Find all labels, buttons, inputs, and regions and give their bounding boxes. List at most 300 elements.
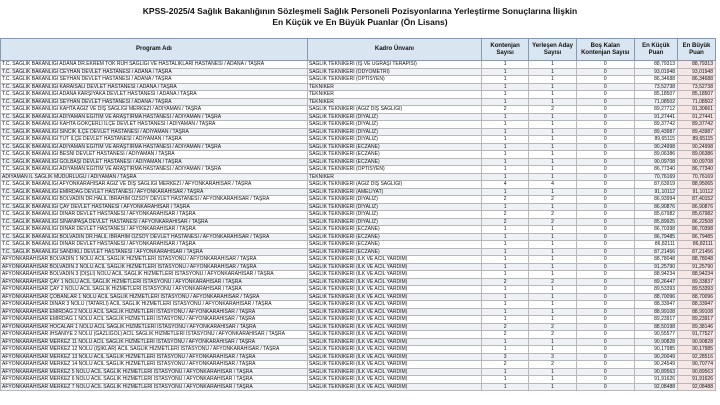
cell-unvan: SAĞLIK TEKNİKERİ (İLK VE ACİL YARDIM) bbox=[307, 301, 481, 309]
cell-yerlesen: 1 bbox=[529, 286, 576, 294]
cell-max: 89,23917 bbox=[678, 316, 716, 324]
cell-min: 88,99108 bbox=[634, 308, 677, 316]
cell-bos: 0 bbox=[576, 278, 634, 286]
table-row bbox=[1, 128, 716, 136]
table-row bbox=[1, 263, 716, 271]
cell-bos: 0 bbox=[576, 61, 634, 69]
cell-min: 89,65115 bbox=[634, 136, 677, 144]
cell-program: T.C. SAĞLIK BAKANLIĞI KARAİSALI DEVLET HASTANESİ / ADANA / TAŞRA bbox=[1, 83, 308, 91]
cell-kontenjan: 2 bbox=[481, 323, 528, 331]
table-body bbox=[1, 61, 716, 391]
cell-bos: 0 bbox=[576, 128, 634, 136]
cell-program: T.C. SAĞLIK BAKANLIĞI ADIYAMAN EĞİTİM VE ARAŞTIRMA HASTANESİ / ADIYAMAN / TAŞRA bbox=[1, 143, 308, 151]
cell-program: T.C. SAĞLIK BAKANLIĞI SEYHAN DEVLET HASTANESİ / ADANA / TAŞRA bbox=[1, 98, 308, 106]
cell-program: AFYONKARAHİSAR ÇAY 2 NOLU ACİL SAĞLIK HİZMETLERİ İSTASYONU / AFYONKARAHİSAR / TAŞRA bbox=[1, 286, 308, 294]
cell-yerlesen: 2 bbox=[529, 211, 576, 219]
header-min: En Küçük Puan bbox=[634, 39, 677, 61]
table-row bbox=[1, 91, 716, 99]
cell-bos: 0 bbox=[576, 256, 634, 264]
cell-bos: 0 bbox=[576, 83, 634, 91]
table-row bbox=[1, 173, 716, 181]
cell-unvan: SAĞLIK TEKNİKERİ (İLK VE ACİL YARDIM) bbox=[307, 308, 481, 316]
cell-max: 91,77527 bbox=[678, 331, 716, 339]
cell-yerlesen: 2 bbox=[529, 106, 576, 114]
cell-yerlesen: 2 bbox=[529, 361, 576, 369]
cell-yerlesen: 1 bbox=[529, 301, 576, 309]
cell-program: T.C. SAĞLIK BAKANLIĞI GÖLBAŞI DEVLET HASTANESİ / ADIYAMAN / TAŞRA bbox=[1, 158, 308, 166]
cell-max: 87,21456 bbox=[678, 248, 716, 256]
cell-bos: 0 bbox=[576, 323, 634, 331]
cell-max: 91,27441 bbox=[678, 113, 716, 121]
cell-unvan: SAĞLIK TEKNİKERİ (ECZANE) bbox=[307, 233, 481, 241]
cell-unvan: SAĞLIK TEKNİKERİ (İLK VE ACİL YARDIM) bbox=[307, 256, 481, 264]
cell-program: T.C. SAĞLIK BAKANLIĞI ÇAY DEVLET HASTANESİ / AFYONKARAHİSAR / TAŞRA bbox=[1, 203, 308, 211]
cell-kontenjan: 1 bbox=[481, 76, 528, 84]
cell-min: 86,90876 bbox=[634, 203, 677, 211]
table-row bbox=[1, 278, 716, 286]
cell-yerlesen: 4 bbox=[529, 181, 576, 189]
cell-max: 89,33837 bbox=[678, 278, 716, 286]
cell-bos: 0 bbox=[576, 143, 634, 151]
cell-kontenjan: 1 bbox=[481, 308, 528, 316]
cell-program: T.C. SAĞLIK BAKANLIĞI ADIYAMAN EĞİTİM VE ARAŞTIRMA HASTANESİ / ADIYAMAN / TAŞRA bbox=[1, 166, 308, 174]
cell-program: T.C. SAĞLIK BAKANLIĞI ADANA DR.EKREM TOK RUH SAĞLIĞI VE HASTALIKLARI HASTANESİ / ADANA / TAŞRA bbox=[1, 61, 308, 69]
cell-unvan: SAĞLIK TEKNİKERİ (İLK VE ACİL YARDIM) bbox=[307, 286, 481, 294]
cell-yerlesen: 1 bbox=[529, 256, 576, 264]
cell-yerlesen: 1 bbox=[529, 173, 576, 181]
cell-unvan: SAĞLIK TEKNİKERİ (İLK VE ACİL YARDIM) bbox=[307, 353, 481, 361]
cell-yerlesen: 1 bbox=[529, 166, 576, 174]
cell-min: 73,52738 bbox=[634, 83, 677, 91]
cell-bos: 0 bbox=[576, 331, 634, 339]
cell-program: T.C. SAĞLIK BAKANLIĞI DİNAR DEVLET HASTANESİ / AFYONKARAHİSAR / TAŞRA bbox=[1, 241, 308, 249]
document-title bbox=[0, 6, 720, 27]
cell-min: 86,70398 bbox=[634, 226, 677, 234]
cell-max: 88,33947 bbox=[678, 301, 716, 309]
cell-program: AFYONKARAHİSAR MERKEZ 6 NOLU ACİL SAĞLIK HİZMETLERİ İSTASYONU / AFYONKARAHİSAR / TAŞRA bbox=[1, 376, 308, 384]
cell-bos: 0 bbox=[576, 203, 634, 211]
cell-unvan: SAĞLIK TEKNİKERİ (İLK VE ACİL YARDIM) bbox=[307, 368, 481, 376]
cell-unvan: SAĞLIK TEKNİKERİ (İLK VE ACİL YARDIM) bbox=[307, 271, 481, 279]
cell-min: 93,01948 bbox=[634, 68, 677, 76]
cell-yerlesen: 1 bbox=[529, 68, 576, 76]
cell-unvan: SAĞLIK TEKNİKERİ (ECZANE) bbox=[307, 248, 481, 256]
cell-yerlesen: 1 bbox=[529, 128, 576, 136]
table-row bbox=[1, 218, 716, 226]
cell-max: 92,28516 bbox=[678, 353, 716, 361]
cell-bos: 0 bbox=[576, 353, 634, 361]
cell-program: AFYONKARAHİSAR MERKEZ 14 NOLU ACİL SAĞLIK HİZMETLERİ İSTASYONU / AFYONKARAHİSAR / TAŞRA bbox=[1, 361, 308, 369]
cell-kontenjan: 1 bbox=[481, 113, 528, 121]
table-row bbox=[1, 383, 716, 391]
cell-kontenjan: 1 bbox=[481, 301, 528, 309]
cell-max: 88,78048 bbox=[678, 256, 716, 264]
cell-min: 89,06386 bbox=[634, 151, 677, 159]
table-row bbox=[1, 286, 716, 294]
cell-yerlesen: 1 bbox=[529, 346, 576, 354]
cell-program: AFYONKARAHİSAR MERKEZ 12 NOLU (IŞIKLAR) ACİL SAĞLIK HİZMETLERİ İSTASYONU / AFYONKARAHİSAR / TAŞRA bbox=[1, 346, 308, 354]
cell-program: AFYONKARAHİSAR BOLVADİN 2 NOLU ACİL SAĞLIK HİZMETLERİ İSTASYONU / AFYONKARAHİSAR / TAŞRA bbox=[1, 263, 308, 271]
cell-max: 88,95065 bbox=[678, 181, 716, 189]
header-yerlesen: Yerleşen Aday Sayısı bbox=[529, 39, 576, 61]
cell-unvan: SAĞLIK TEKNİKERİ (DİYALİZ) bbox=[307, 211, 481, 219]
cell-kontenjan: 2 bbox=[481, 278, 528, 286]
cell-max: 90,09708 bbox=[678, 158, 716, 166]
cell-bos: 0 bbox=[576, 346, 634, 354]
cell-max: 91,91626 bbox=[678, 376, 716, 384]
cell-bos: 0 bbox=[576, 173, 634, 181]
cell-min: 90,89563 bbox=[634, 368, 677, 376]
cell-max: 88,79313 bbox=[678, 61, 716, 69]
results-table bbox=[0, 38, 716, 391]
cell-bos: 0 bbox=[576, 113, 634, 121]
cell-unvan: SAĞLIK TEKNİKERİ (ECZANE) bbox=[307, 143, 481, 151]
cell-kontenjan: 1 bbox=[481, 151, 528, 159]
table-row bbox=[1, 166, 716, 174]
table-row bbox=[1, 188, 716, 196]
cell-max: 89,65115 bbox=[678, 136, 716, 144]
cell-yerlesen: 1 bbox=[529, 316, 576, 324]
cell-program: AFYONKARAHİSAR MERKEZ 11 NOLU ACİL SAĞLIK HİZMETLERİ İSTASYONU / AFYONKARAHİSAR / TAŞRA bbox=[1, 338, 308, 346]
cell-program: T.C. SAĞLIK BAKANLIĞI SİNCİK İLÇE DEVLET HASTANESİ / ADIYAMAN / TAŞRA bbox=[1, 128, 308, 136]
cell-bos: 0 bbox=[576, 181, 634, 189]
cell-bos: 0 bbox=[576, 76, 634, 84]
cell-kontenjan: 1 bbox=[481, 188, 528, 196]
cell-max: 93,01948 bbox=[678, 68, 716, 76]
cell-program: ADIYAMAN İL SAĞLIK MÜDÜRLÜĞÜ / ADIYAMAN / TAŞRA bbox=[1, 173, 308, 181]
cell-min: 86,93994 bbox=[634, 196, 677, 204]
cell-program: T.C. SAĞLIK BAKANLIĞI SANDIKLI DEVLET HASTANESİ / AFYONKARAHİSAR / TAŞRA bbox=[1, 248, 308, 256]
table-row bbox=[1, 76, 716, 84]
cell-min: 88,70096 bbox=[634, 293, 677, 301]
cell-program: T.C. SAĞLIK BAKANLIĞI BOLVADİN DR.HALİL İBRAHİM ÖZSOY DEVLET HASTANESİ / AFYONKARAHİSAR / TAŞRA bbox=[1, 196, 308, 204]
table-row bbox=[1, 181, 716, 189]
cell-kontenjan: 1 bbox=[481, 286, 528, 294]
cell-bos: 0 bbox=[576, 91, 634, 99]
title-line-1: KPSS-2025/4 Sağlık Bakanlığının Sözleşmeli Sağlık Personeli Pozisyonlarına Yerleştirme Sonuçlarına İlişkin bbox=[142, 6, 578, 16]
cell-yerlesen: 1 bbox=[529, 308, 576, 316]
cell-min: 88,78048 bbox=[634, 256, 677, 264]
cell-unvan: SAĞLIK TEKNİKERİ (ECZANE) bbox=[307, 241, 481, 249]
cell-min: 90,24998 bbox=[634, 143, 677, 151]
cell-bos: 0 bbox=[576, 226, 634, 234]
cell-program: T.C. SAĞLIK BAKANLIĞI DİNAR DEVLET HASTANESİ / AFYONKARAHİSAR / TAŞRA bbox=[1, 211, 308, 219]
cell-kontenjan: 1 bbox=[481, 61, 528, 69]
cell-min: 88,33947 bbox=[634, 301, 677, 309]
table-row bbox=[1, 196, 716, 204]
cell-program: AFYONKARAHİSAR ÇOBANLAR 1 NOLU ACİL SAĞLIK HİZMETLERİ İSTASYONU / AFYONKARAHİSAR / TAŞRA bbox=[1, 293, 308, 301]
cell-kontenjan: 1 bbox=[481, 241, 528, 249]
cell-kontenjan: 1 bbox=[481, 128, 528, 136]
table-row bbox=[1, 203, 716, 211]
cell-min: 85,67982 bbox=[634, 211, 677, 219]
header-program: Program Adı bbox=[1, 39, 308, 61]
cell-min: 90,24549 bbox=[634, 361, 677, 369]
cell-yerlesen: 1 bbox=[529, 158, 576, 166]
cell-max: 89,43987 bbox=[678, 128, 716, 136]
cell-kontenjan: 2 bbox=[481, 218, 528, 226]
cell-kontenjan: 1 bbox=[481, 368, 528, 376]
cell-yerlesen: 1 bbox=[529, 368, 576, 376]
table-row bbox=[1, 68, 716, 76]
cell-min: 87,21456 bbox=[634, 248, 677, 256]
cell-min: 89,23917 bbox=[634, 316, 677, 324]
cell-yerlesen: 1 bbox=[529, 113, 576, 121]
cell-bos: 0 bbox=[576, 368, 634, 376]
cell-max: 91,25790 bbox=[678, 263, 716, 271]
cell-yerlesen: 1 bbox=[529, 271, 576, 279]
table-row bbox=[1, 241, 716, 249]
cell-yerlesen: 1 bbox=[529, 91, 576, 99]
cell-program: T.C. SAĞLIK BAKANLIĞI ADANA KARŞIYAKA DEVLET HASTANESİ / ADANA / TAŞRA bbox=[1, 91, 308, 99]
cell-bos: 0 bbox=[576, 271, 634, 279]
cell-program: AFYONKARAHİSAR MERKEZ 7 NOLU ACİL SAĞLIK HİZMETLERİ İSTASYONU / AFYONKARAHİSAR / TAŞRA bbox=[1, 383, 308, 391]
cell-min: 88,50198 bbox=[634, 323, 677, 331]
cell-min: 71,08502 bbox=[634, 98, 677, 106]
cell-unvan: TEKNİKER bbox=[307, 91, 481, 99]
cell-max: 86,77340 bbox=[678, 166, 716, 174]
cell-unvan: SAĞLIK TEKNİKERİ (İLK VE ACİL YARDIM) bbox=[307, 331, 481, 339]
cell-max: 90,70774 bbox=[678, 361, 716, 369]
table-row bbox=[1, 83, 716, 91]
table-row bbox=[1, 248, 716, 256]
cell-bos: 0 bbox=[576, 158, 634, 166]
table-row bbox=[1, 61, 716, 69]
cell-max: 87,40152 bbox=[678, 196, 716, 204]
cell-program: AFYONKARAHİSAR DİNAR 3 NOLU (TATARLI) ACİL SAĞLIK HİZMETLERİ İSTASYONU / AFYONKARAHİSAR / TAŞRA bbox=[1, 301, 308, 309]
cell-max: 89,53393 bbox=[678, 286, 716, 294]
cell-bos: 0 bbox=[576, 301, 634, 309]
table-row bbox=[1, 271, 716, 279]
cell-unvan: SAĞLIK TEKNİKERİ (DİYALİZ) bbox=[307, 128, 481, 136]
cell-min: 92,08488 bbox=[634, 383, 677, 391]
cell-bos: 0 bbox=[576, 308, 634, 316]
cell-yerlesen: 1 bbox=[529, 248, 576, 256]
cell-yerlesen: 1 bbox=[529, 338, 576, 346]
cell-bos: 0 bbox=[576, 121, 634, 129]
cell-kontenjan: 1 bbox=[481, 233, 528, 241]
cell-yerlesen: 2 bbox=[529, 323, 576, 331]
cell-kontenjan: 3 bbox=[481, 353, 528, 361]
cell-bos: 0 bbox=[576, 196, 634, 204]
cell-yerlesen: 1 bbox=[529, 376, 576, 384]
cell-unvan: SAĞLIK TEKNİKERİ (İLK VE ACİL YARDIM) bbox=[307, 263, 481, 271]
cell-yerlesen: 2 bbox=[529, 278, 576, 286]
cell-max: 86,79485 bbox=[678, 233, 716, 241]
cell-min: 89,43987 bbox=[634, 128, 677, 136]
cell-max: 86,34688 bbox=[678, 76, 716, 84]
cell-max: 89,38146 bbox=[678, 323, 716, 331]
table-row bbox=[1, 376, 716, 384]
cell-bos: 0 bbox=[576, 338, 634, 346]
cell-unvan: SAĞLIK TEKNİKERİ (İLK VE ACİL YARDIM) bbox=[307, 361, 481, 369]
cell-min: 91,27441 bbox=[634, 113, 677, 121]
table-row bbox=[1, 106, 716, 114]
cell-unvan: SAĞLIK TEKNİKERİ (İŞ VE UĞRAŞI TERAPİSİ) bbox=[307, 61, 481, 69]
cell-max: 85,67982 bbox=[678, 211, 716, 219]
cell-min: 88,94234 bbox=[634, 271, 677, 279]
cell-max: 71,08502 bbox=[678, 98, 716, 106]
cell-kontenjan: 1 bbox=[481, 98, 528, 106]
cell-bos: 0 bbox=[576, 241, 634, 249]
cell-yerlesen: 1 bbox=[529, 263, 576, 271]
table-row bbox=[1, 353, 716, 361]
cell-bos: 0 bbox=[576, 98, 634, 106]
cell-unvan: SAĞLIK TEKNİKERİ (AĞIZ DİŞ SAĞLIĞI) bbox=[307, 181, 481, 189]
cell-bos: 0 bbox=[576, 151, 634, 159]
cell-unvan: TEKNİKER bbox=[307, 98, 481, 106]
cell-min: 86,77340 bbox=[634, 166, 677, 174]
cell-kontenjan: 1 bbox=[481, 173, 528, 181]
cell-max: 90,17985 bbox=[678, 346, 716, 354]
cell-yerlesen: 2 bbox=[529, 196, 576, 204]
cell-max: 70,76169 bbox=[678, 173, 716, 181]
table-row bbox=[1, 211, 716, 219]
cell-yerlesen: 3 bbox=[529, 353, 576, 361]
cell-bos: 0 bbox=[576, 383, 634, 391]
cell-kontenjan: 2 bbox=[481, 331, 528, 339]
table-row bbox=[1, 316, 716, 324]
cell-max: 88,99108 bbox=[678, 308, 716, 316]
header-max: En Büyük Puan bbox=[678, 39, 716, 61]
cell-unvan: SAĞLIK TEKNİKERİ (İLK VE ACİL YARDIM) bbox=[307, 278, 481, 286]
table-row bbox=[1, 158, 716, 166]
cell-program: AFYONKARAHİSAR MERKEZ 13 NOLU ACİL SAĞLIK HİZMETLERİ İSTASYONU / AFYONKARAHİSAR / TAŞRA bbox=[1, 353, 308, 361]
cell-bos: 0 bbox=[576, 211, 634, 219]
table-row bbox=[1, 233, 716, 241]
cell-kontenjan: 2 bbox=[481, 211, 528, 219]
cell-bos: 0 bbox=[576, 361, 634, 369]
cell-max: 90,24998 bbox=[678, 143, 716, 151]
cell-program: AFYONKARAHİSAR ÇAY 1 NOLU ACİL SAĞLIK HİZMETLERİ İSTASYONU / AFYONKARAHİSAR / TAŞRA bbox=[1, 278, 308, 286]
title-line-2: En Küçük ve En Büyük Puanlar (Ön Lisans) bbox=[272, 16, 448, 27]
cell-kontenjan: 1 bbox=[481, 271, 528, 279]
cell-program: T.C. SAĞLIK BAKANLIĞI TUT İLÇE DEVLET HASTANESİ / ADIYAMAN / TAŞRA bbox=[1, 136, 308, 144]
table-row bbox=[1, 98, 716, 106]
cell-bos: 0 bbox=[576, 248, 634, 256]
table-row bbox=[1, 301, 716, 309]
cell-bos: 0 bbox=[576, 188, 634, 196]
cell-yerlesen: 1 bbox=[529, 151, 576, 159]
cell-yerlesen: 1 bbox=[529, 241, 576, 249]
cell-yerlesen: 1 bbox=[529, 136, 576, 144]
cell-unvan: SAĞLIK TEKNİKERİ (AĞIZ DİŞ SAĞLIĞI) bbox=[307, 106, 481, 114]
cell-unvan: SAĞLIK TEKNİKERİ (İLK VE ACİL YARDIM) bbox=[307, 293, 481, 301]
cell-kontenjan: 1 bbox=[481, 346, 528, 354]
table-row bbox=[1, 293, 716, 301]
cell-min: 86,82111 bbox=[634, 241, 677, 249]
cell-min: 91,91626 bbox=[634, 376, 677, 384]
cell-max: 85,18507 bbox=[678, 91, 716, 99]
cell-max: 91,10112 bbox=[678, 188, 716, 196]
cell-min: 89,53393 bbox=[634, 286, 677, 294]
table-row bbox=[1, 143, 716, 151]
cell-min: 91,10112 bbox=[634, 188, 677, 196]
cell-bos: 0 bbox=[576, 316, 634, 324]
cell-unvan: SAĞLIK TEKNİKERİ (İLK VE ACİL YARDIM) bbox=[307, 323, 481, 331]
table-row bbox=[1, 151, 716, 159]
cell-min: 90,09708 bbox=[634, 158, 677, 166]
cell-unvan: SAĞLIK TEKNİKERİ (ODYOMETRİ) bbox=[307, 68, 481, 76]
cell-bos: 0 bbox=[576, 136, 634, 144]
cell-yerlesen: 2 bbox=[529, 218, 576, 226]
cell-min: 89,37742 bbox=[634, 121, 677, 129]
cell-kontenjan: 1 bbox=[481, 68, 528, 76]
cell-yerlesen: 1 bbox=[529, 233, 576, 241]
cell-program: T.C. SAĞLIK BAKANLIĞI KAHTA GÖKÇERLİ İLÇE DEVLET HASTANESİ / ADIYAMAN / TAŞRA bbox=[1, 121, 308, 129]
cell-program: T.C. SAĞLIK BAKANLIĞI DİNAR DEVLET HASTANESİ / AFYONKARAHİSAR / TAŞRA bbox=[1, 226, 308, 234]
cell-unvan: SAĞLIK TEKNİKERİ (DİYALİZ) bbox=[307, 203, 481, 211]
cell-kontenjan: 2 bbox=[481, 106, 528, 114]
cell-kontenjan: 1 bbox=[481, 376, 528, 384]
cell-program: AFYONKARAHİSAR EMİRDAĞ 2 NOLU ACİL SAĞLIK HİZMETLERİ İSTASYONU / AFYONKARAHİSAR / TAŞRA bbox=[1, 308, 308, 316]
cell-max: 91,30661 bbox=[678, 106, 716, 114]
cell-kontenjan: 1 bbox=[481, 383, 528, 391]
cell-yerlesen: 1 bbox=[529, 383, 576, 391]
table-row bbox=[1, 226, 716, 234]
header-kontenjan: Kontenjan Sayısı bbox=[481, 39, 528, 61]
cell-min: 91,25790 bbox=[634, 263, 677, 271]
cell-kontenjan: 1 bbox=[481, 248, 528, 256]
cell-program: AFYONKARAHİSAR HOCALAR 1 NOLU ACİL SAĞLIK HİZMETLERİ İSTASYONU / AFYONKARAHİSAR / TAŞRA bbox=[1, 323, 308, 331]
cell-bos: 0 bbox=[576, 233, 634, 241]
cell-min: 87,63919 bbox=[634, 181, 677, 189]
table-row bbox=[1, 331, 716, 339]
cell-yerlesen: 1 bbox=[529, 61, 576, 69]
cell-kontenjan: 1 bbox=[481, 338, 528, 346]
cell-program: T.C. SAĞLIK BAKANLIĞI AFYONKARAHİSAR AĞIZ VE DİŞ SAĞLIĞI MERKEZİ / AFYONKARAHİSAR / TAŞRA bbox=[1, 181, 308, 189]
cell-max: 88,70096 bbox=[678, 293, 716, 301]
cell-unvan: SAĞLIK TEKNİKERİ (ECZANE) bbox=[307, 158, 481, 166]
cell-min: 86,34688 bbox=[634, 76, 677, 84]
cell-yerlesen: 1 bbox=[529, 293, 576, 301]
table-row bbox=[1, 368, 716, 376]
cell-yerlesen: 1 bbox=[529, 188, 576, 196]
cell-unvan: SAĞLIK TEKNİKERİ (İLK VE ACİL YARDIM) bbox=[307, 383, 481, 391]
results-sheet bbox=[0, 38, 716, 391]
cell-bos: 0 bbox=[576, 376, 634, 384]
cell-max: 92,08488 bbox=[678, 383, 716, 391]
cell-kontenjan: 1 bbox=[481, 226, 528, 234]
table-row bbox=[1, 136, 716, 144]
cell-program: AFYONKARAHİSAR İHSANİYE 2 NOLU (GAZLIGÖL) ACİL SAĞLIK HİZMETLERİ İSTASYONU / AFYONKARAHİSAR / TAŞRA bbox=[1, 331, 308, 339]
cell-unvan: SAĞLIK TEKNİKERİ (İLK VE ACİL YARDIM) bbox=[307, 316, 481, 324]
cell-program: T.C. SAĞLIK BAKANLIĞI SİNANPAŞA DEVLET HASTANESİ / AFYONKARAHİSAR / TAŞRA bbox=[1, 218, 308, 226]
cell-program: AFYONKARAHİSAR EMİRDAĞ 1 NOLU ACİL SAĞLIK HİZMETLERİ İSTASYONU / AFYONKARAHİSAR / TAŞRA bbox=[1, 316, 308, 324]
cell-max: 86,90876 bbox=[678, 203, 716, 211]
cell-kontenjan: 2 bbox=[481, 196, 528, 204]
cell-yerlesen: 1 bbox=[529, 76, 576, 84]
table-row bbox=[1, 121, 716, 129]
cell-unvan: SAĞLIK TEKNİKERİ (DİYALİZ) bbox=[307, 196, 481, 204]
cell-max: 86,82111 bbox=[678, 241, 716, 249]
cell-kontenjan: 1 bbox=[481, 316, 528, 324]
cell-max: 86,70398 bbox=[678, 226, 716, 234]
cell-unvan: SAĞLIK TEKNİKERİ (AMELİYAT) bbox=[307, 188, 481, 196]
cell-program: T.C. SAĞLIK BAKANLIĞI SEYHAN DEVLET HASTANESİ / ADANA / TAŞRA bbox=[1, 76, 308, 84]
cell-min: 90,55577 bbox=[634, 331, 677, 339]
cell-yerlesen: 1 bbox=[529, 98, 576, 106]
table-row bbox=[1, 256, 716, 264]
cell-min: 85,18507 bbox=[634, 91, 677, 99]
cell-kontenjan: 1 bbox=[481, 143, 528, 151]
table-row bbox=[1, 113, 716, 121]
cell-kontenjan: 1 bbox=[481, 166, 528, 174]
cell-kontenjan: 1 bbox=[481, 256, 528, 264]
cell-max: 86,22508 bbox=[678, 218, 716, 226]
cell-unvan: SAĞLIK TEKNİKERİ (İLK VE ACİL YARDIM) bbox=[307, 338, 481, 346]
cell-unvan: SAĞLIK TEKNİKERİ (OPTİSYEN) bbox=[307, 166, 481, 174]
